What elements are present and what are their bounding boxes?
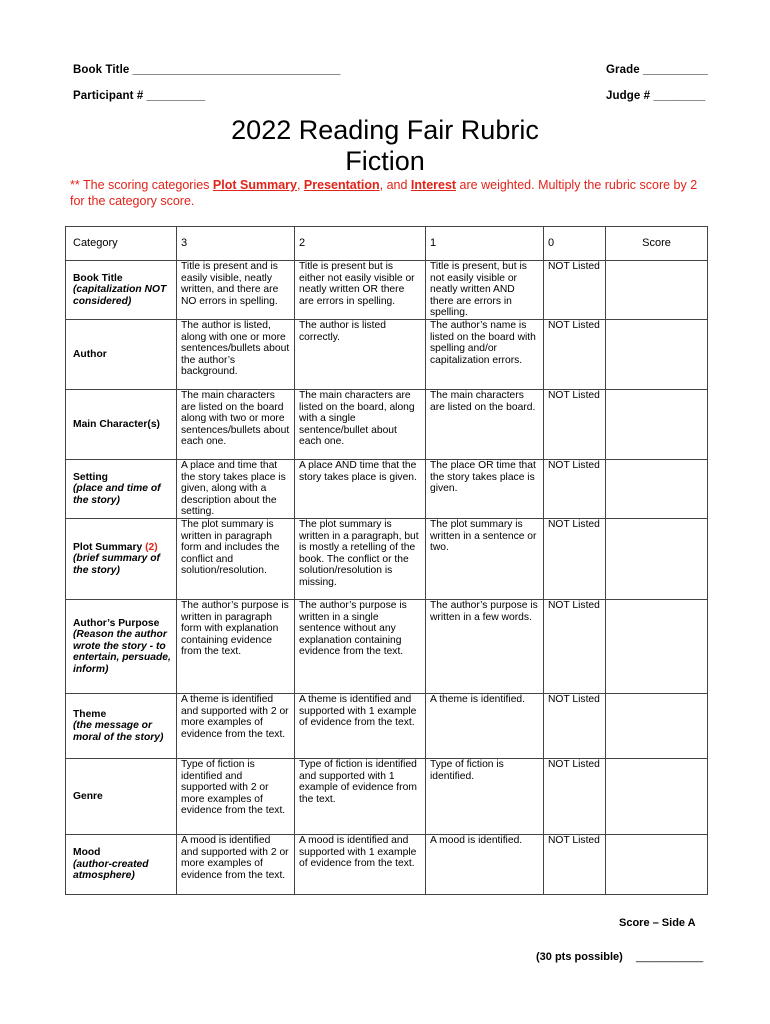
table-row — [66, 460, 708, 519]
criteria-cell: The plot summary is written in a sentence or two. — [426, 519, 544, 600]
criteria-cell: NOT Listed — [544, 519, 606, 600]
category-name: Author’s Purpose — [73, 617, 160, 629]
score-blank[interactable]: ___________ — [636, 951, 704, 963]
category-cell — [66, 519, 177, 600]
criteria-cell: NOT Listed — [544, 694, 606, 759]
table-row — [66, 320, 708, 390]
score-cell[interactable] — [606, 694, 708, 759]
category-cell — [66, 600, 177, 694]
column-header: 3 — [177, 227, 295, 261]
category-name: Author — [73, 348, 107, 360]
score-cell[interactable] — [606, 390, 708, 460]
category-note: (Reason the author wrote the story - to entertain, persuade, inform) — [73, 629, 171, 675]
criteria-cell: The author’s purpose is written in paragraph form with explanation containing evidence from the text. — [177, 600, 295, 694]
criteria-cell: A mood is identified. — [426, 835, 544, 895]
note-prefix: ** The scoring categories — [70, 178, 213, 192]
grade-field: Grade __________ — [606, 64, 708, 76]
note-separator: , — [296, 178, 304, 192]
criteria-cell: A theme is identified and supported with 2 or more examples of evidence from the text. — [177, 694, 295, 759]
criteria-cell: A theme is identified. — [426, 694, 544, 759]
weighting-note — [70, 178, 710, 209]
score-cell[interactable] — [606, 835, 708, 895]
criteria-cell: The place OR time that the story takes place is given. — [426, 460, 544, 519]
rubric-table — [65, 226, 708, 895]
score-cell[interactable] — [606, 320, 708, 390]
category-cell — [66, 835, 177, 895]
table-row — [66, 519, 708, 600]
table-header-row — [66, 227, 708, 261]
score-cell[interactable] — [606, 600, 708, 694]
column-header: Score — [606, 227, 708, 261]
category-note: (author-created atmosphere) — [73, 858, 149, 882]
column-header: 0 — [544, 227, 606, 261]
category-name: Book Title — [73, 272, 123, 284]
column-header: 2 — [295, 227, 426, 261]
criteria-cell: Type of fiction is identified and supported with 2 or more examples of evidence from the text. — [177, 759, 295, 835]
criteria-cell: NOT Listed — [544, 320, 606, 390]
criteria-cell: The main characters are listed on the board along with two or more sentences/bullets about each one. — [177, 390, 295, 460]
page-title: 2022 Reading Fair Rubric — [231, 115, 539, 145]
category-cell — [66, 694, 177, 759]
criteria-cell: The author’s purpose is written in a few words. — [426, 600, 544, 694]
category-cell — [66, 759, 177, 835]
points-possible-label: (30 pts possible) — [536, 951, 623, 963]
note-suffix: are weighted. Multiply the rubric score by 2 for the category score. — [70, 178, 698, 208]
category-name: Setting — [73, 471, 108, 483]
criteria-cell: The author’s purpose is written in a single sentence without any explanation containing evidence from the text. — [295, 600, 426, 694]
participant-field: Participant # _________ — [73, 90, 206, 102]
criteria-cell: The main characters are listed on the board. — [426, 390, 544, 460]
criteria-cell: Title is present, but is not easily visible or neatly written AND there are errors in spelling. — [426, 261, 544, 320]
score-cell[interactable] — [606, 261, 708, 320]
table-row — [66, 390, 708, 460]
column-header: 1 — [426, 227, 544, 261]
category-note: (brief summary of the story) — [73, 553, 160, 576]
category-note: (the message or moral of the story) — [73, 720, 164, 743]
category-cell — [66, 261, 177, 320]
table-row — [66, 694, 708, 759]
criteria-cell: NOT Listed — [544, 600, 606, 694]
category-note: (place and time of the story) — [73, 483, 161, 506]
score-cell[interactable] — [606, 519, 708, 600]
table-row — [66, 600, 708, 694]
score-cell[interactable] — [606, 460, 708, 519]
criteria-cell: NOT Listed — [544, 460, 606, 519]
criteria-cell: NOT Listed — [544, 835, 606, 895]
weighted-category-presentation: Presentation — [303, 178, 380, 192]
judge-field: Judge # ________ — [606, 90, 706, 102]
criteria-cell: NOT Listed — [544, 759, 606, 835]
category-note: (capitalization NOT considered) — [73, 284, 167, 307]
note-separator: , and — [379, 178, 411, 192]
category-cell — [66, 390, 177, 460]
column-header: Category — [66, 227, 177, 261]
table-row — [66, 261, 708, 320]
criteria-cell: The plot summary is written in a paragraph, but is mostly a retelling of the book. The conflict or the solution/resolution is missing. — [295, 519, 426, 600]
criteria-cell: A theme is identified and supported with 1 example of evidence from the text. — [295, 694, 426, 759]
criteria-cell: The author’s name is listed on the board with spelling and/or capitalization errors. — [426, 320, 544, 390]
category-name: Mood — [73, 847, 101, 859]
criteria-cell: The plot summary is written in paragraph form and includes the conflict and solution/resolution. — [177, 519, 295, 600]
category-name: Plot Summary — [73, 541, 143, 553]
criteria-cell: Title is present but is either not easily visible or neatly written OR there are errors in spelling. — [295, 261, 426, 320]
criteria-cell: Title is present and is easily visible, neatly written, and there are NO errors in spelling. — [177, 261, 295, 320]
criteria-cell: NOT Listed — [544, 390, 606, 460]
page-subtitle: Fiction — [345, 146, 425, 176]
category-cell — [66, 320, 177, 390]
category-name: Theme — [73, 708, 107, 720]
weighted-category-plot-summary: Plot Summary — [212, 178, 297, 192]
table-row — [66, 759, 708, 835]
score-side-a-label: Score – Side A — [619, 917, 696, 929]
criteria-cell: The author is listed, along with one or more sentences/bullets about the author’s background. — [177, 320, 295, 390]
category-name: Main Character(s) — [73, 418, 160, 430]
category-name: Genre — [73, 790, 103, 802]
criteria-cell: The author is listed correctly. — [295, 320, 426, 390]
criteria-cell: A place and time that the story takes place is given, along with a description about the setting. — [177, 460, 295, 519]
criteria-cell: A mood is identified and supported with 1 example of evidence from the text. — [295, 835, 426, 895]
book-title-field: Book Title ________________________________ — [73, 64, 341, 76]
table-row — [66, 835, 708, 895]
criteria-cell: The main characters are listed on the board, along with a single sentence/bullet about each one. — [295, 390, 426, 460]
category-cell — [66, 460, 177, 519]
weight-badge: (2) — [145, 541, 158, 553]
criteria-cell: Type of fiction is identified and supported with 1 example of evidence from the text. — [295, 759, 426, 835]
criteria-cell: A place AND time that the story takes place is given. — [295, 460, 426, 519]
criteria-cell: A mood is identified and supported with 2 or more examples of evidence from the text. — [177, 835, 295, 895]
score-cell[interactable] — [606, 759, 708, 835]
weighted-category-interest: Interest — [410, 178, 457, 192]
criteria-cell: NOT Listed — [544, 261, 606, 320]
criteria-cell: Type of fiction is identified. — [426, 759, 544, 835]
